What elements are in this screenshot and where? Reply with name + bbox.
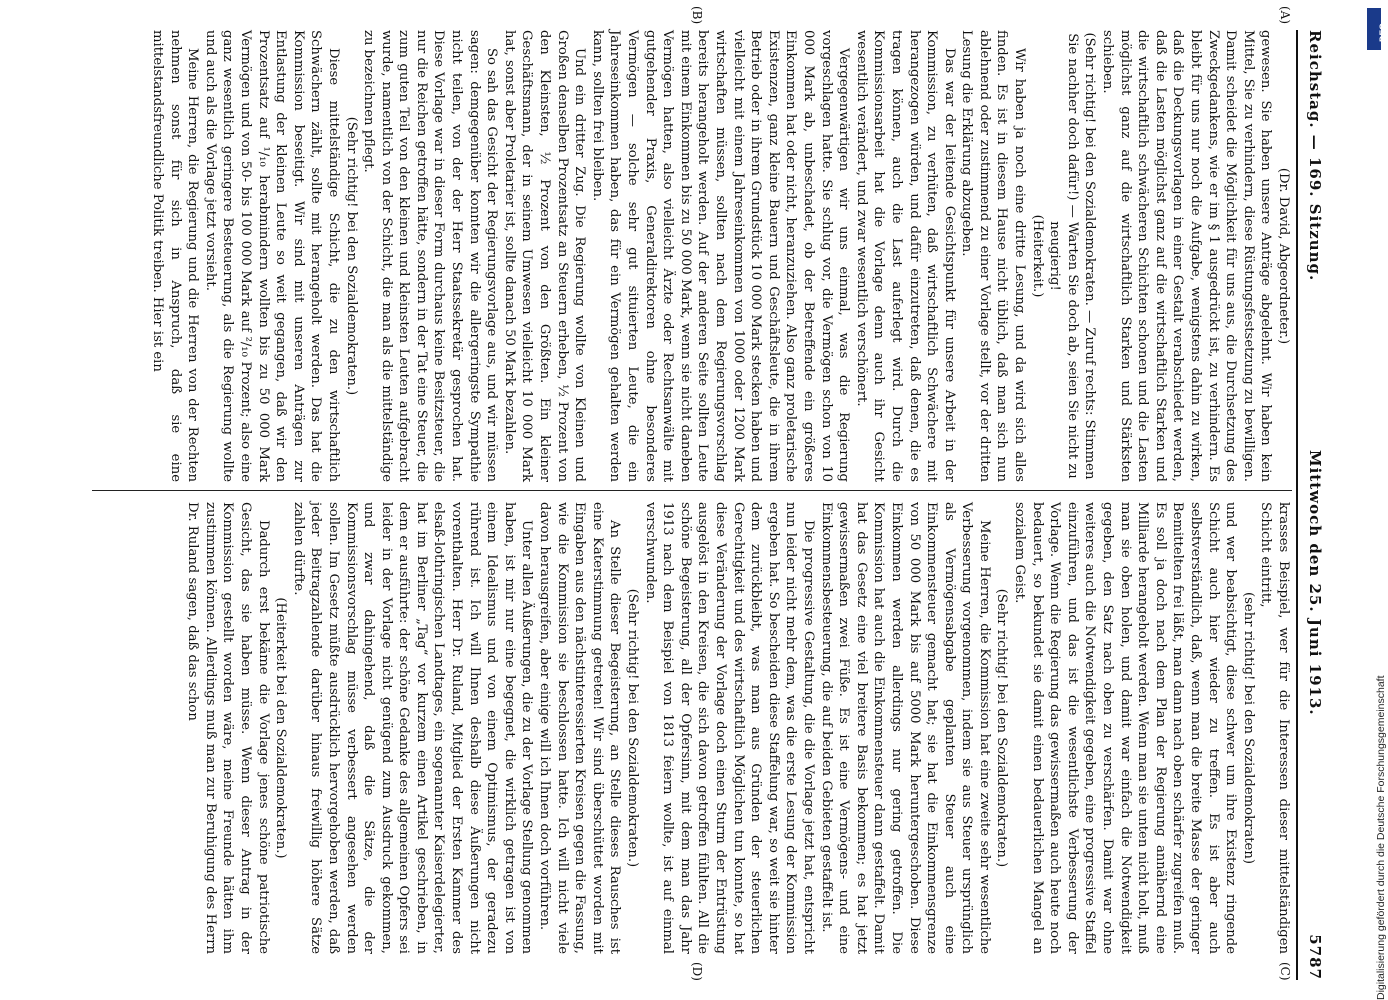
paragraph: Meine Herren, die Regierung und die Herren von der Rechten nehmen sonst für sich in Anspruch, daß sie eine mittelstandsfreundliche Politik treiben. Hier ist ein	[150, 30, 201, 482]
interjection: (Sehr richtig! bei den Sozialdemokraten.)	[994, 588, 1010, 868]
margin-mark-d: (D)	[690, 962, 704, 981]
paragraph: Dadurch erst bekäme die Vorlage jenes schöne patriotische Gesicht, das sie haben müsse. Wenn dieser Antrag in der Kommission gestellt worden wäre, meine Freunde hätten ihm zustimmen können. Allerdings muß man zur Beruhigung des Herrn Dr. Ruland sagen, daß das schon	[185, 502, 271, 954]
paragraph: Diese mittelständige Schicht, die zu den wirtschaftlich Schwächern zählt, sollte mit herangeholt werden. Das hat die Kommission beseitigt. Wir sind mit unseren Anträgen zur Entlastung der kleinen Leute so weit gegangen, daß wir den Prozentsatz auf ¹/₁₀ herabmindern wollten bis zu 50 000 Mark Vermögen und von 50- bis 100 000 Mark auf ²/₁₀ Prozent; also eine ganz wesentlich geringere Besteuerung, als die Regierung wollte und auch als die Vorlage jetzt vorsieht.	[202, 30, 341, 482]
interjection: (Heiterkeit.)	[1029, 214, 1045, 298]
paragraph: Und ein dritter Zug. Die Regierung wollte von Kleinen und Großen denselben Prozentsatz an Steuern erheben, ½ Prozent von den Kleinsten, ½ Prozent von den Größten. Ein kleiner Geschäftsmann, der in seinem Umwesen vielleicht 10 000 Mark hat, sonst aber Proletarier ist, sollte danach 50 Mark bezahlen.	[501, 30, 588, 482]
interjection: (Sehr richtig! bei den Sozialdemokraten. — Zuruf rechts: Stimmen Sie nachher doch dafür!) — Warten Sie doch ab, seien Sie nicht zu neugierig!	[1047, 32, 1098, 480]
paragraph: Das war der leitende Gesichtspunkt für unsere Arbeit in der Kommission, zu verhüten, daß wirtschaftlich Schwächere mit herangezogen würden, und dafür einzutreten, daß denen, die es tragen können, auch die Last auferlegt wird. Durch die Kommissionsarbeit hat die Vorlage denn auch ihr Gesicht wesentlich verändert, und zwar wesentlich verschönert.	[853, 30, 957, 482]
paragraph: Vergegenwärtigen wir uns einmal, was die Regierung vorgeschlagen hatte. Sie schlug vor, die Vermögen schon von 10 000 Mark ab, unbeschadet, ob der Betreffende ein größeres Einkommen hat oder nicht, heranzuziehen. Also ganz proletarische Existenzen, ganz kleine Bauern und Geschäftsleute, die in ihrem Betrieb oder in ihrem Grundstück 10 000 Mark stecken haben und vielleicht mit einem Jahreseinkommen von 1000 oder 1200 Mark wirtschaften müssen, sollten nach dem Regierungsvorschlag bereits herangeholt werden. Auf der anderen Seite sollten Leute mit einem Einkommen bis zu 50 000 Mark, wenn sie nicht daneben Vermögen hatten, also vielleicht Ärzte oder Rechtsanwälte mit gutgehender Praxis, Generaldirektoren ohne besonderes Vermögen — solche sehr gut situierten Leute, die ein Jahreseinkommen haben, das für ein Vermögen gehalten werden kann, sollten frei bleiben.	[589, 30, 852, 482]
speaker-note: (Dr. David, Abgeordneter.)	[1276, 167, 1291, 345]
left-column	[82, 30, 1292, 482]
paragraph: krasses Beispiel, wer für die Interessen dieser mittelständigen Schicht eintritt,	[1258, 502, 1291, 954]
dfg-logo	[1367, 8, 1388, 50]
dfg-logo-text: DFG	[1378, 23, 1388, 42]
paragraph: und wer beabsichtigt, diese schwer um ihre Existenz ringende Schicht auch hier wieder zu treffen. Es ist aber auch selbstverständlich, daß, wenn man die breite Masse der geringer Bemittelten frei läßt, man dann nach oben schärfer zugreifen muß. Es soll ja doch nach dem Plan der Regierung annähernd eine Milliarde herangeholt werden. Wenn man sie unten nicht holt, muß man sie oben holen, und damit war einfach die Notwendigkeit gegeben, den Satz nach oben zu verschärfen. Damit war ohne weiteres auch die Notwendigkeit gegeben, eine progressive Staffel einzuführen, und das ist die wesentlichste Verbesserung der Vorlage. Wenn die Regierung das gewissermaßen auch heute noch bedauert, so bekundet sie damit einen bedauerlichen Mangel an sozialem Geist.	[1012, 502, 1239, 954]
right-column	[82, 502, 1292, 954]
paragraph: Meine Herren, die Kommission hat eine zweite sehr wesentliche Verbesserung vorgenommen, indem sie aus Steuer ursprünglich als Vermögensabgabe geplanten Steuer auch eine Einkommensteuer gemacht hat; sie hat die Einkommensgrenze von 50 000 Mark bis auf 5000 Mark heruntergeschoben. Diese Einkommen werden allerdings nur gering getroffen. Die Kommission hat auch die Einkommensteuer dann gestaffelt. Damit hat das Gesetz eine viel breitere Basis bekommen; es hat jetzt gewissermaßen zwei Füße. Es ist eine Vermögens- und eine Einkommensbesteuerung, die auf beiden Gebieten gestaffelt ist.	[818, 502, 992, 954]
margin-mark-b: (B)	[690, 6, 704, 25]
rotated-page	[64, 0, 1344, 1000]
interjection: (sehr richtig! bei den Sozialdemokraten)	[1240, 592, 1256, 864]
credit-text: Digitalisierung gefördert durch die Deutsche Forschungsgemeinschaft	[1375, 675, 1387, 1000]
digitization-credit	[1361, 300, 1387, 1000]
paragraph: An Stelle dieser Begeisterung, an Stelle dieses Rausches ist eine Katerstimmung getreten! Wir sind überschüttet worden mit Eingaben aus den nächstinteressierten Kreisen gegen die Fassung, wie die Kommission sie beschlossen hatte. Ich will nicht viele davon herausgreifen, aber einige will ich Ihnen doch vorführen.	[537, 502, 623, 954]
paragraph: gewesen. Sie haben unsere Anträge abgelehnt. Wir haben kein Mittel, Sie zu verhindern, diese Rüstungsfestsetzung zu bewilligen. Damit scheidet die Möglichkeit für uns aus, die Durchsetzung des Zweckgedankens, wie er im § 1 ausgedrückt ist, zu verhindern. Es bleibt für uns nur noch die Aufgabe, wenigstens dahin zu wirken, daß die Deckungsvorlagen in einer Gestalt verabschiedet werden, daß die Lasten möglichst ganz auf die wirtschaftlich Starken und die wirtschaftlich schwächeren Schichten schonen und die Lasten möglichst ganz auf die wirtschaftlich Starken und Stärksten schieben.	[1100, 30, 1274, 482]
paragraph: Unter allen Äußerungen, die zu der Vorlage Stellung genommen haben, ist mir nur eine begegnet, die wirklich getragen ist von einem Idealismus und von einem Optimismus, der geradezu rührend ist. Ich will Ihnen deshalb diese Äußerungen nicht vorenthalten. Herr Dr. Ruland, Mitglied der Ersten Kammer des elsaß-lothringischen Landtages, ein sogenannter Kaiserdelegierter, hat im Berliner „Tag“ vor kurzem einen Artikel geschrieben, in dem er ausführte: der schöne Gedanke des allgemeinen Opfers sei leider in der Vorlage nicht genügend zum Ausdruck gekommen, und zwar dahingehend, daß die Sätze, die der Kommissionsvorschlag müsse verbessert angesehen werden sollen. Im Gesetz müßte ausdrücklich hervorgehoben werden, daß jeder Beitragzahlende darüber hinaus freiwillig höhere Sätze zahlen dürfte.	[290, 502, 535, 954]
interjection: (Sehr richtig! bei den Sozialdemokraten.)	[343, 116, 359, 396]
page-number: 5787	[1306, 934, 1324, 980]
page-header	[1296, 30, 1330, 980]
margin-mark-c: (C)	[1278, 962, 1292, 981]
paragraph: So sah das Gesicht der Regierungsvorlage aus, und wir müssen sagen: demgegenüber konnten wir die allergeringste Sympathie nicht teilen, von der der Herr Staatssekretär gesprochen hat. Diese Vorlage war in dieser Form durchaus keine Besitzsteuer, die nur die Reichen getroffen hätte, sondern in der Tat eine Steuer, die zum guten Teil von den kleinen und kleinsten Leuten aufgebracht wurde, namentlich von der Schicht, die man als die mittelständige zu bezeichnen pflegt.	[361, 30, 500, 482]
column-rule	[92, 490, 1292, 491]
paragraph: Wir haben ja noch eine dritte Lesung, und da wird sich alles finden. Es ist in diesem Hause nicht üblich, daß man sich nun ablehnend oder zustimmend zu einer Vorlage stellt, vor der dritten Lesung die Erklärung abzugeben.	[959, 30, 1028, 482]
paragraph: Die progressive Gestaltung, die die Vorlage jetzt hat, entspricht nun leider nicht mehr dem, was die erste Lesung der Kommission ergeben hat. So bescheiden diese Staffelung war, so weit sie hinter dem zurückbleibt, was man aus Gründen der steuerlichen Gerechtigkeit und des wirtschaftlich Möglichen tun konnte, so hat diese Veränderung der Vorlage doch einen Sturm der Entrüstung ausgelöst in den Kreisen, die sich davon getroffen fühlten. All die schöne Begeisterung, all der Opfersinn, mit dem man das Jahr 1913 nach dem Beispiel von 1813 feiern wollte, ist auf einmal verschwunden.	[642, 502, 816, 954]
margin-mark-a: (A)	[1278, 6, 1292, 25]
interjection: (Heiterkeit bei den Sozialdemokraten.)	[273, 597, 289, 859]
header-title: Reichstag. — 169. Sitzung.	[1306, 30, 1324, 282]
header-date: Mittwoch den 25. Juni 1913.	[1306, 450, 1324, 716]
interjection: (Sehr richtig! bei den Sozialdemokraten.)	[625, 588, 641, 868]
